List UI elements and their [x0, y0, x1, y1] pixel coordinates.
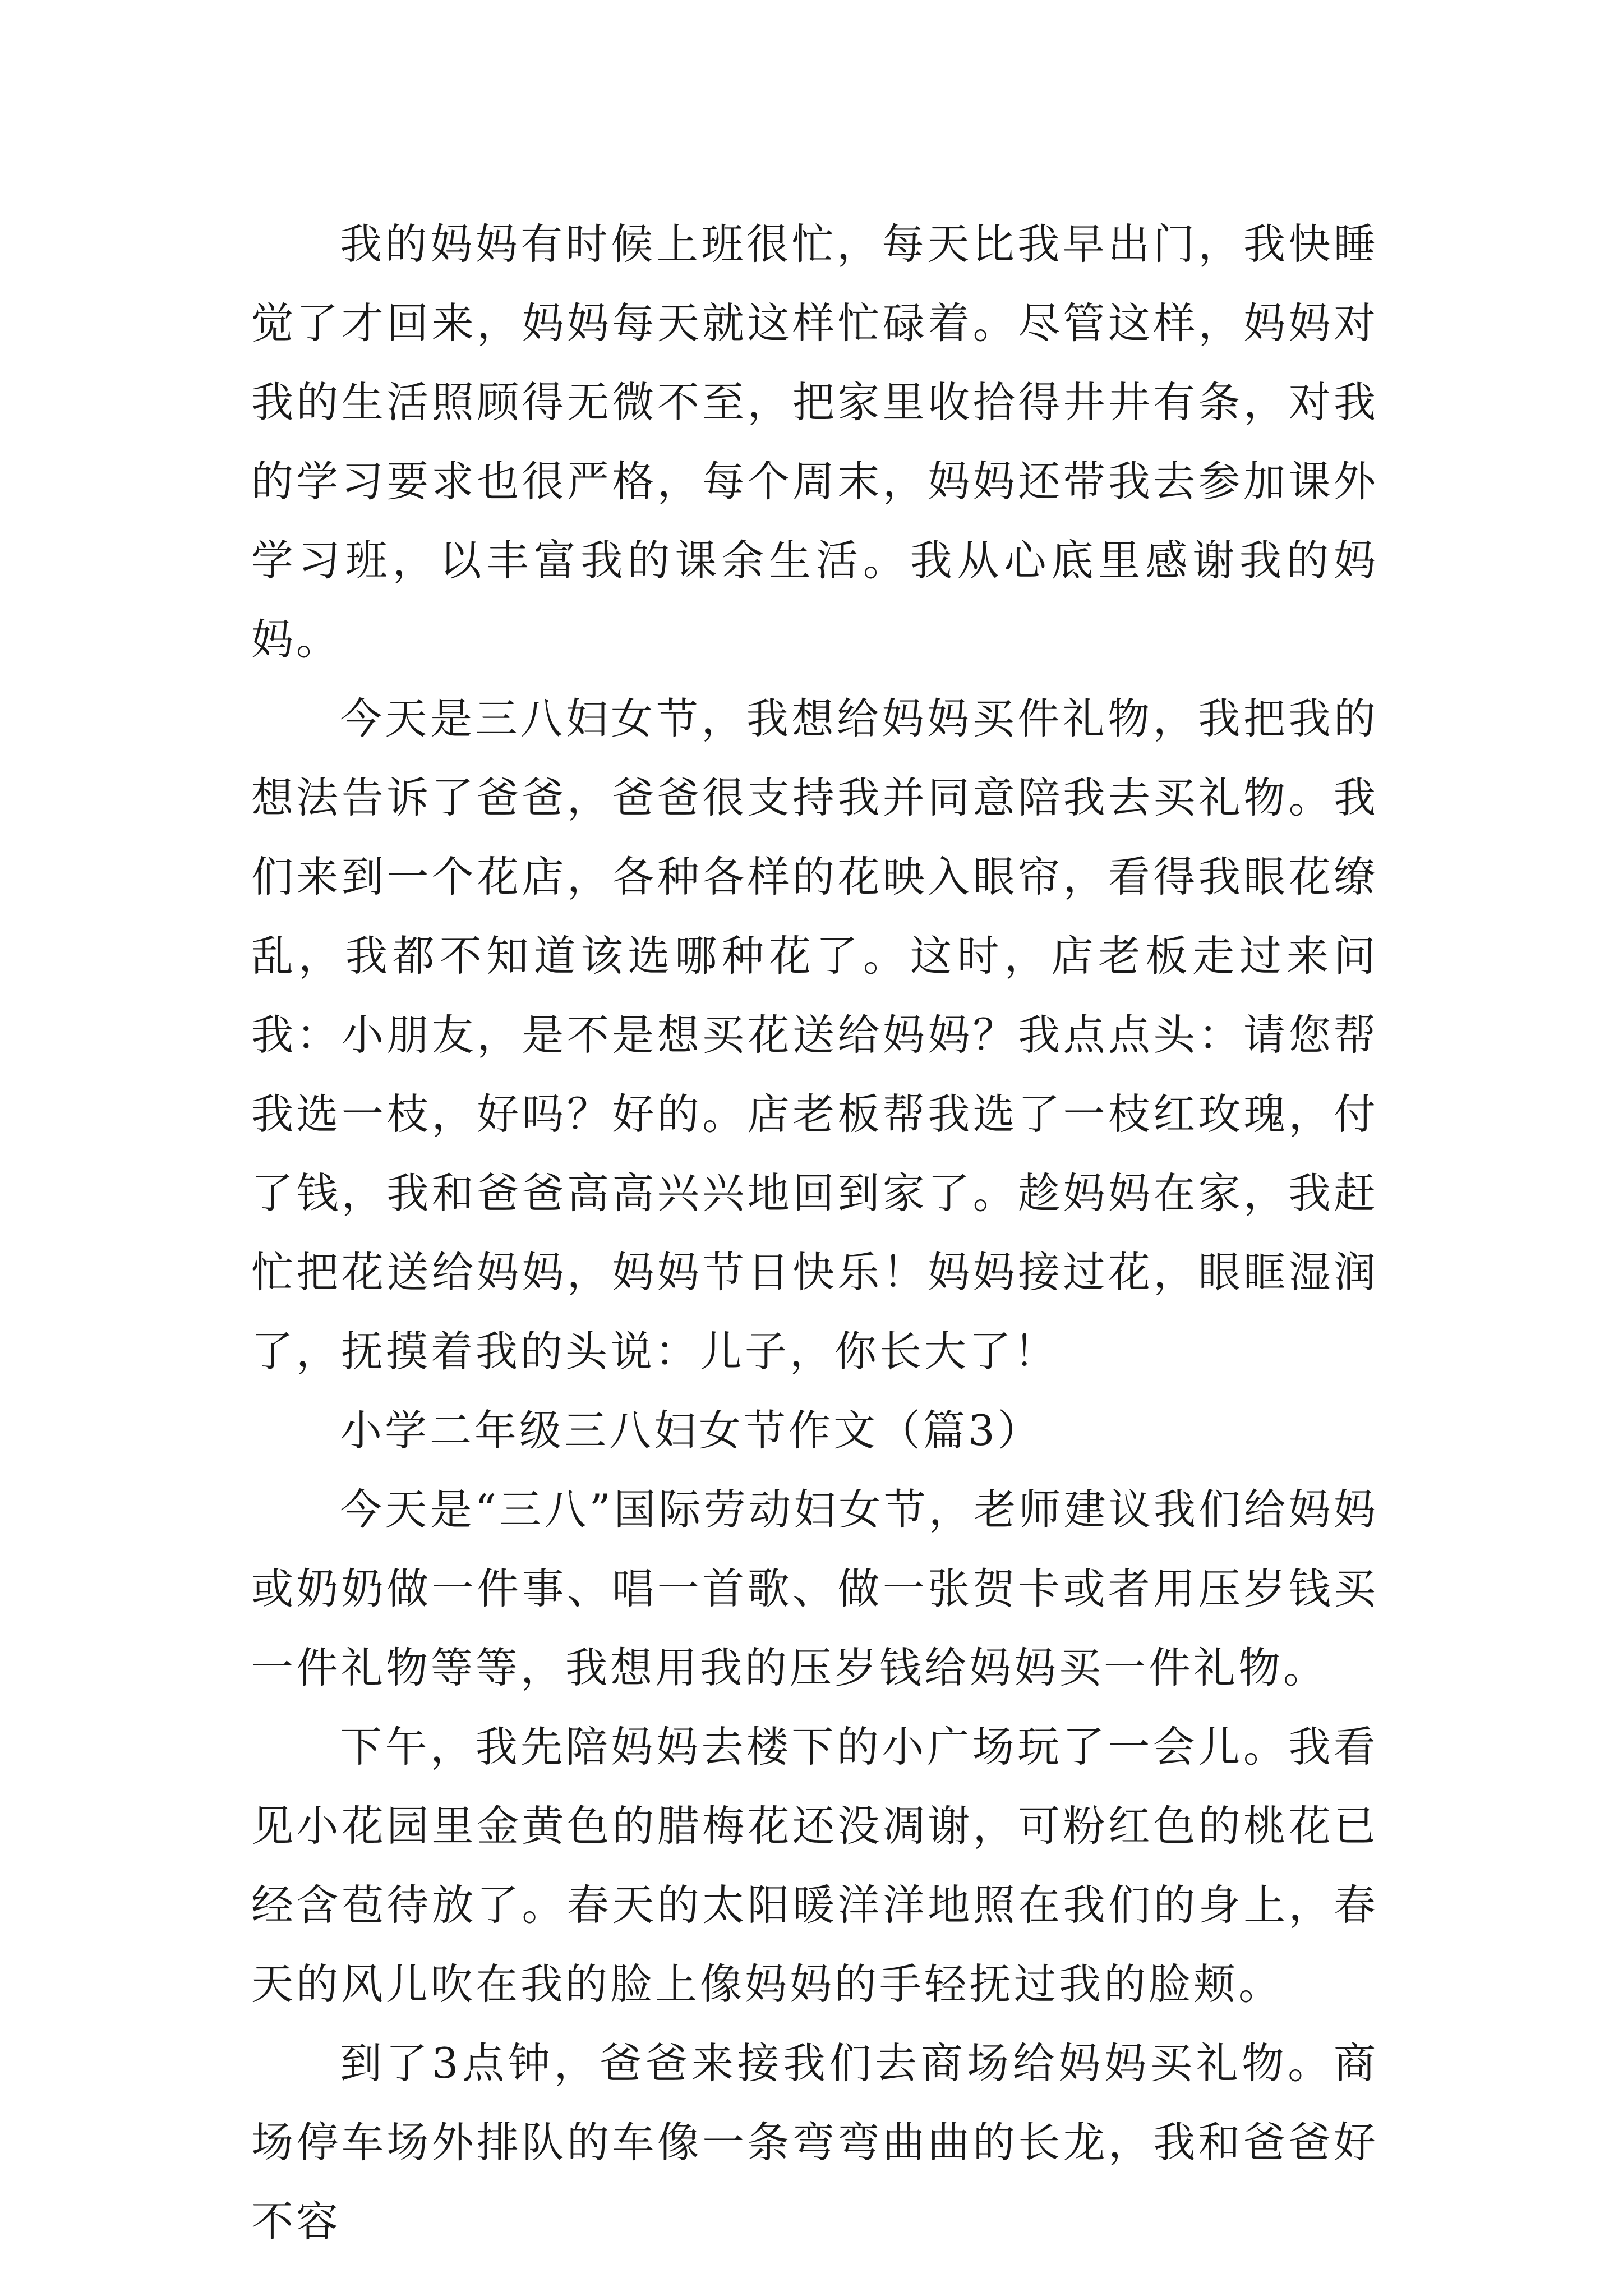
paragraph-womens-day: 今天是“三八”国际劳动妇女节，老师建议我们给妈妈或奶奶做一件事、唱一首歌、做一张贺卡或者用压岁钱买一件礼物等等，我想用我的压岁钱给妈妈买一件礼物。: [251, 1485, 1378, 1692]
essay-heading: 小学二年级三八妇女节作文（篇3）: [340, 1406, 1043, 1455]
paragraph-three-oclock: 到了3点钟，爸爸来接我们去商场给妈妈买礼物。商场停车场外排队的车像一条弯弯曲曲的长龙，我和爸爸好不容: [251, 2039, 1378, 2246]
document-body: [251, 205, 1378, 2261]
paragraph-buy-flower: 今天是三八妇女节，我想给妈妈买件礼物，我把我的想法告诉了爸爸，爸爸很支持我并同意陪我去买礼物。我们来到一个花店，各种各样的花映入眼帘，看得我眼花缭乱，我都不知道该选哪种花了。这时，店老板走过来问我：小朋友，是不是想买花送给妈妈？我点点头：请您帮我选一枝，好吗？好的。店老板帮我选了一枝红玫瑰，付了钱，我和爸爸高高兴兴地回到家了。趁妈妈在家，我赶忙把花送给妈妈，妈妈节日快乐！妈妈接过花，眼眶湿润了，抚摸着我的头说：儿子，你长大了！: [251, 694, 1378, 1376]
paragraph-mom-busy: 我的妈妈有时候上班很忙，每天比我早出门，我快睡觉了才回来，妈妈每天就这样忙碌着。尽管这样，妈妈对我的生活照顾得无微不至，把家里收拾得井井有条，对我的学习要求也很严格，每个周末，妈妈还带我去参加课外学习班，以丰富我的课余生活。我从心底里感谢我的妈妈。: [251, 219, 1378, 664]
paragraph-afternoon: 下午，我先陪妈妈去楼下的小广场玩了一会儿。我看见小花园里金黄色的腊梅花还没凋谢，可粉红色的桃花已经含苞待放了。春天的太阳暖洋洋地照在我们的身上，春天的风儿吹在我的脸上像妈妈的手轻抚过我的脸颊。: [251, 1722, 1378, 2009]
